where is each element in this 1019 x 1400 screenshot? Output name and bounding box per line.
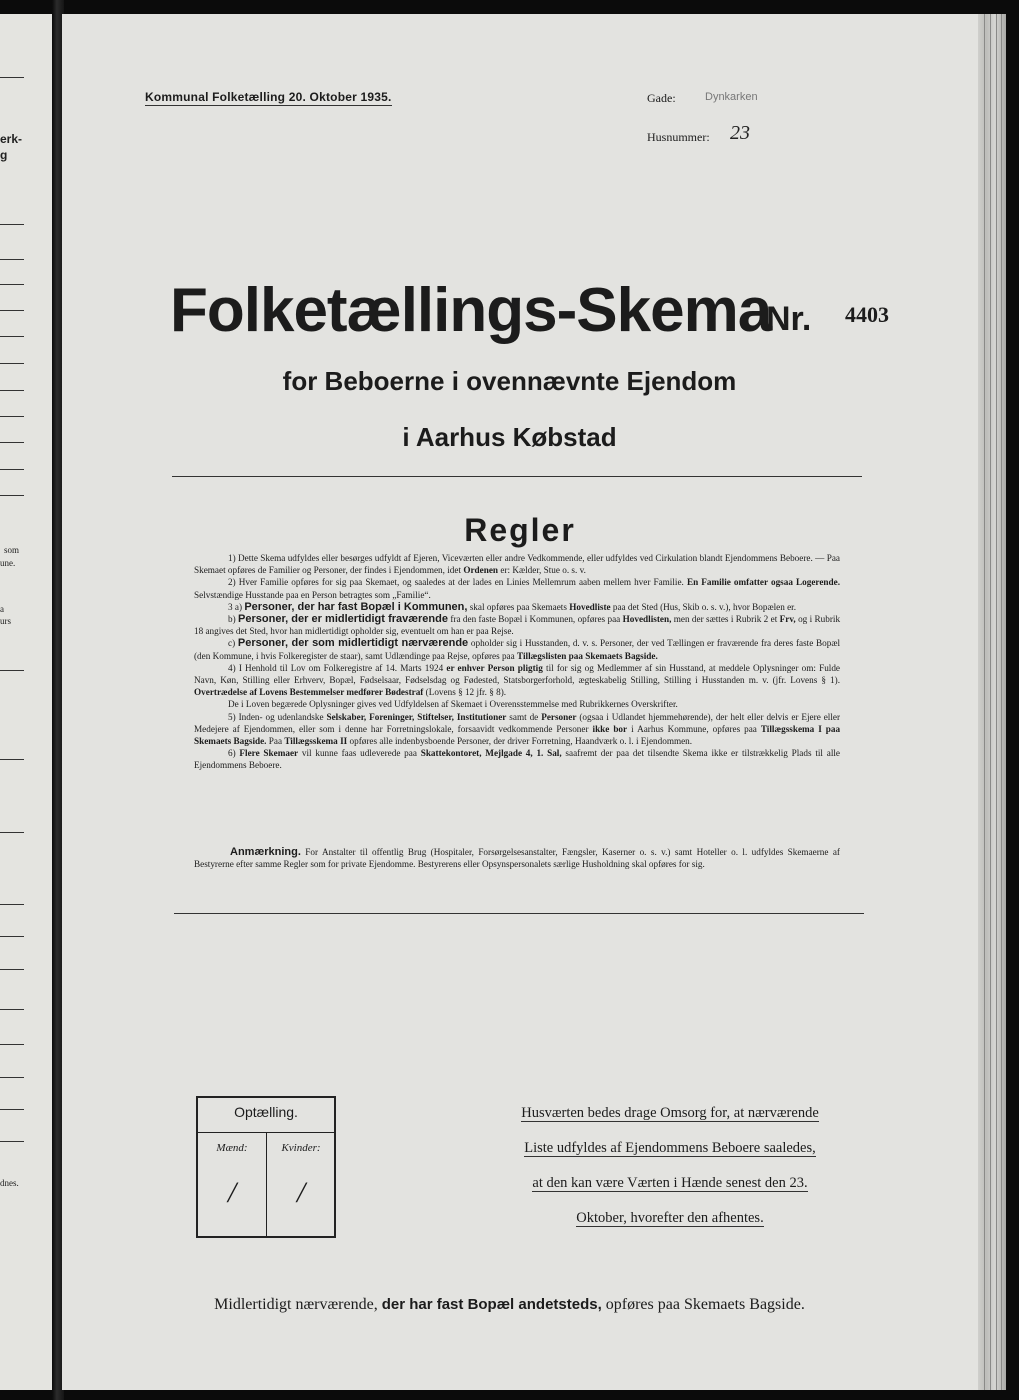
- rules-text: [194, 552, 840, 772]
- left-fragment-text: som: [4, 545, 20, 555]
- left-page-fragment: [0, 14, 52, 1390]
- remark-label: Anmærkning.: [230, 846, 301, 858]
- men-count: /: [227, 1176, 237, 1209]
- rule-5: 5) Inden- og udenlandske Selskaber, Foreninger, Stiftelser, Institutioner samt de Personer (ogsaa i Udlandet hjemmehørende), der helt eller delvis er Ejere eller Medejere af Ejendommen, eller som i denne har Forretningslokale, forsaavidt vedkommende Personer ikke bor i Aarhus Kommune, opføres paa Tillægsskema I paa Skemaets Bagside. Paa Tillægsskema II opføres alle indenbysboende Personer, der driver Forretning, Haandværk o. l. i Ejendommen.: [194, 711, 841, 747]
- gade-label: Gade:: [647, 91, 676, 105]
- left-fragment-text: dnes.: [0, 1178, 19, 1188]
- left-rule: [0, 284, 24, 285]
- left-rule: [0, 832, 24, 833]
- left-rule: [0, 310, 24, 311]
- divider: [174, 913, 864, 914]
- left-rule: [0, 77, 24, 78]
- rule-6: 6) Flere Skemaer vil kunne faas udleverede paa Skattekontoret, Mejlgade 4, 1. Sal, saafremt der paa det tilsendte Skema ikke er tilstrækkelig Plads til alle Ejendommens Beboere.: [194, 748, 841, 771]
- edge-line: [984, 14, 985, 1390]
- left-fragment-text: une.: [0, 558, 16, 568]
- left-rule: [0, 1141, 24, 1142]
- form-number-label: Nr.: [766, 300, 812, 338]
- count-box: [196, 1096, 336, 1238]
- husnummer-value: 23: [730, 122, 750, 144]
- left-rule: [0, 969, 24, 970]
- rule-4-note: De i Loven begærede Oplysninger gives ved Udfyldelsen af Skemaet i Overensstemmelse med Rubrikkernes Overskrifter.: [228, 699, 678, 710]
- gade-value: Dynkarken: [705, 91, 758, 103]
- rule-3c: c) Personer, der som midlertidigt nærværende opholder sig i Husstanden, d. v. s. Personer, der ved Tællingen er fraværende fra deres faste Bopæl (den Kommune, i hvis Folkeregister de staar), samt Udlændinge paa Rejse, opføres paa Tillægslisten paa Skemaets Bagside.: [194, 637, 841, 661]
- form-subtitle: for Beboerne i ovennævnte Ejendom: [282, 366, 737, 396]
- left-rule: [0, 416, 24, 417]
- footer-instruction: Midlertidigt nærværende, der har fast Bopæl andetsteds, opføres paa Skemaets Bagside.: [214, 1296, 805, 1313]
- left-fragment-text: a: [0, 604, 4, 614]
- left-fragment-text: erk-: [0, 132, 23, 146]
- husnummer-label: Husnummer:: [647, 130, 710, 144]
- left-fragment-text: urs: [0, 616, 11, 626]
- form-number-value: 4403: [845, 302, 889, 327]
- landlord-note-line: at den kan være Værten i Hænde senest den 23.: [532, 1175, 808, 1191]
- edge-line: [990, 14, 991, 1390]
- left-fragment-text: g: [0, 148, 8, 162]
- page-stack-edge: [978, 14, 1006, 1390]
- rule-2: 2) Hver Familie opføres for sig paa Skemaet, og saaledes at der lades en Linies Mellemrum aaben mellem hver Familie. En Familie omfatter ogsaa Logerende. Selvstændige Husstande paa en Person betragtes som „Familie“.: [194, 577, 840, 600]
- left-rule: [0, 670, 24, 671]
- rule-3b: b) Personer, der er midlertidigt fraværende fra den faste Bopæl i Kommunen, opføres paa Hovedlisten, men der sættes i Rubrik 2 et Frv, og i Rubrik 18 angives det Sted, hvor han midlertidigt opholder sig, eventuelt om han er paa Rejse.: [194, 613, 841, 637]
- remark-text: [194, 846, 840, 870]
- men-label: Mænd:: [216, 1142, 248, 1154]
- left-rule: [0, 336, 24, 337]
- remark-body: For Anstalter til offentlig Brug (Hospitaler, Forsørgelsesanstalter, Fængsler, Kaserner o. s. v.) samt Hoteller o. l. udfyldes Skemaerne af Bestyrerne efter samme Regler som for private Ejendomme. Bestyrerens eller Opsynspersonalets særlige Husholdning skal opføres for sig.: [194, 847, 840, 870]
- left-rule: [0, 363, 24, 364]
- rule-4: 4) I Henhold til Lov om Folkeregistre af 14. Marts 1924 er enhver Person pligtig til for sig og Medlemmer af sin Husstand, at meddele Oplysninger om: Fulde Navn, Køn, Stilling eller Erhverv, Bopæl, Fødselsaar, Fødselsdag og Fødested, Statsborgerforhold, ægteskabelig Stilling, Stilling i Husstanden m. v. (jfr. Lovens § 1). Overtrædelse af Lovens Bestemmelser medfører Bødestraf (Lovens § 12 jfr. § 8).: [194, 662, 841, 698]
- edge-line: [996, 14, 997, 1390]
- form-title: Folketællings-Skema: [170, 276, 772, 345]
- left-rule: [0, 1077, 24, 1078]
- women-label: Kvinder:: [281, 1142, 321, 1154]
- landlord-note-line: Oktober, hvorefter den afhentes.: [576, 1210, 764, 1226]
- rules-heading: Regler: [464, 512, 576, 548]
- left-rule: [0, 1044, 24, 1045]
- left-rule: [0, 904, 24, 905]
- count-title: Optælling.: [234, 1104, 298, 1120]
- rule-1: 1) Dette Skema udfyldes eller besørges udfyldt af Ejeren, Viceværten eller andre Vedkommende, eller udfyldes ved Cirkulation blandt Ejendommens Beboere. — Paa Skemaet opføres de Familier og Personer, der findes i Ejendommen, idet Ordenen er: Kælder, Stue o. s. v.: [194, 553, 840, 576]
- left-rule: [0, 259, 24, 260]
- landlord-note-line: Liste udfyldes af Ejendommens Beboere saaledes,: [524, 1140, 816, 1156]
- landlord-note-line: Husværten bedes drage Omsorg for, at nærværende: [521, 1105, 819, 1121]
- left-rule: [0, 495, 24, 496]
- left-rule: [0, 224, 24, 225]
- left-rule: [0, 759, 24, 760]
- form-subtitle-city: i Aarhus Købstad: [402, 422, 617, 452]
- rule-3a: 3 a) Personer, der har fast Bopæl i Kommunen, skal opføres paa Skemaets Hovedliste paa det Sted (Hus, Skib o. s. v.), hvor Bopælen er.: [228, 600, 797, 613]
- divider: [172, 476, 862, 477]
- census-header: Kommunal Folketælling 20. Oktober 1935.: [145, 90, 392, 104]
- edge-line: [1001, 14, 1002, 1390]
- women-count: /: [296, 1176, 306, 1209]
- left-rule: [0, 469, 24, 470]
- left-rule: [0, 936, 24, 937]
- left-rule: [0, 1009, 24, 1010]
- left-rule: [0, 1109, 24, 1110]
